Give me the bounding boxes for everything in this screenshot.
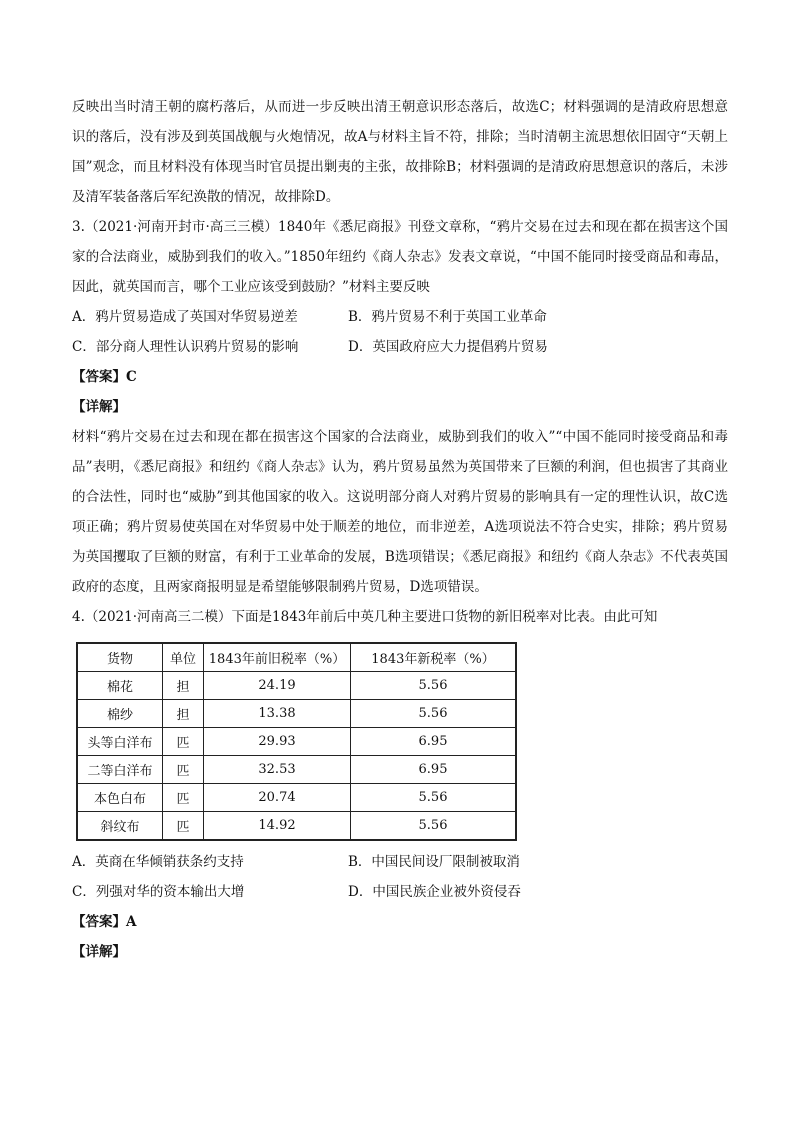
q4-options — [72, 847, 728, 907]
header-old-rate: 1843年前旧税率（%） — [204, 643, 351, 672]
cell-new-rate: 6.95 — [351, 756, 517, 784]
q4-option-a: A．英商在华倾销获条约支持 — [72, 854, 244, 870]
q3-detail: 材料“鸦片交易在过去和现在都在损害这个国家的合法商业，威胁到我们的收入”“中国不能同时接受商品和毒品”表明，《悉尼商报》和纽约《商人杂志》认为，鸦片贸易虽然为英国带来了巨额的利润，但也损害了其商业的合法性，同时也“威胁”到其他国家的收入。这说明部分商人对鸦片贸易的影响具有一定的理性认识，故C选项正确；鸦片贸易使英国在对华贸易中处于顺差的地位，而非逆差，A选项说法不符合史实，排除；鸦片贸易为英国攫取了巨额的财富，有利于工业革命的发展，B选项错误；《悉尼商报》和纽约《商人杂志》不代表英国政府的态度，且两家商报明显是希望能够限制鸦片贸易，D选项错误。 — [72, 429, 728, 595]
cell-unit: 担 — [163, 672, 204, 700]
table-row — [77, 784, 516, 812]
header-new-rate: 1843年新税率（%） — [351, 643, 517, 672]
header-unit: 单位 — [163, 643, 204, 672]
table-row — [77, 728, 516, 756]
q3-option-b: B．鸦片贸易不利于英国工业革命 — [348, 309, 547, 325]
cell-old-rate: 20.74 — [204, 784, 351, 812]
cell-new-rate: 5.56 — [351, 672, 517, 700]
cell-goods: 二等白洋布 — [77, 756, 163, 784]
q3-option-c: C．部分商人理性认识鸦片贸易的影响 — [72, 339, 299, 355]
q3-detail-label: 【详解】 — [72, 399, 126, 415]
cell-goods: 头等白洋布 — [77, 728, 163, 756]
q3-option-a: A．鸦片贸易造成了英国对华贸易逆差 — [72, 309, 298, 325]
tax-rate-table — [76, 642, 517, 841]
q3-answer: 【答案】C — [72, 369, 137, 385]
cell-old-rate: 14.92 — [204, 812, 351, 841]
q4-stem: 4.（2021·河南高三二模）下面是1843年前后中英几种主要进口货物的新旧税率对比表。由此可知 — [72, 609, 658, 625]
q3-stem: 3.（2021·河南开封市·高三三模）1840年《悉尼商报》刊登文章称，“鸦片交易在过去和现在都在损害这个国家的合法商业，威胁到我们的收入。”1850年纽约《商人杂志》发表文章说，“中国不能同时接受商品和毒品，因此，就英国而言，哪个工业应该受到鼓励？”材料主要反映 — [72, 219, 728, 295]
cell-old-rate: 32.53 — [204, 756, 351, 784]
cell-unit: 匹 — [163, 812, 204, 841]
cell-new-rate: 6.95 — [351, 728, 517, 756]
table-row — [77, 756, 516, 784]
table-row — [77, 672, 516, 700]
q4-option-d: D．中国民族企业被外资侵吞 — [348, 884, 521, 900]
cell-unit: 担 — [163, 700, 204, 728]
cell-unit: 匹 — [163, 784, 204, 812]
cell-goods: 棉纱 — [77, 700, 163, 728]
document-page — [72, 92, 728, 967]
cell-old-rate: 13.38 — [204, 700, 351, 728]
q4-answer: 【答案】A — [72, 914, 137, 930]
q4-option-b: B．中国民间设厂限制被取消 — [348, 854, 520, 870]
cell-new-rate: 5.56 — [351, 784, 517, 812]
cell-goods: 棉花 — [77, 672, 163, 700]
cell-new-rate: 5.56 — [351, 812, 517, 841]
intro-paragraph: 反映出当时清王朝的腐朽落后，从而进一步反映出清王朝意识形态落后，故选C；材料强调的是清政府思想意识的落后，没有涉及到英国战舰与火炮情况，故A与材料主旨不符，排除；当时清朝主流思想依旧固守“天朝上国”观念，而且材料没有体现当时官员提出剿夷的主张，故排除B；材料强调的是清政府思想意识的落后，未涉及清军装备落后军纪涣散的情况，故排除D。 — [72, 99, 728, 205]
cell-goods: 本色白布 — [77, 784, 163, 812]
q3-options — [72, 302, 728, 362]
header-goods: 货物 — [77, 643, 163, 672]
cell-old-rate: 24.19 — [204, 672, 351, 700]
table-header-row — [77, 643, 516, 672]
q4-detail-label: 【详解】 — [72, 944, 126, 960]
cell-unit: 匹 — [163, 728, 204, 756]
cell-old-rate: 29.93 — [204, 728, 351, 756]
q3-option-d: D．英国政府应大力提倡鸦片贸易 — [348, 339, 548, 355]
table-row — [77, 812, 516, 841]
cell-unit: 匹 — [163, 756, 204, 784]
cell-goods: 斜纹布 — [77, 812, 163, 841]
q4-option-c: C．列强对华的资本输出大增 — [72, 884, 245, 900]
table-row — [77, 700, 516, 728]
cell-new-rate: 5.56 — [351, 700, 517, 728]
